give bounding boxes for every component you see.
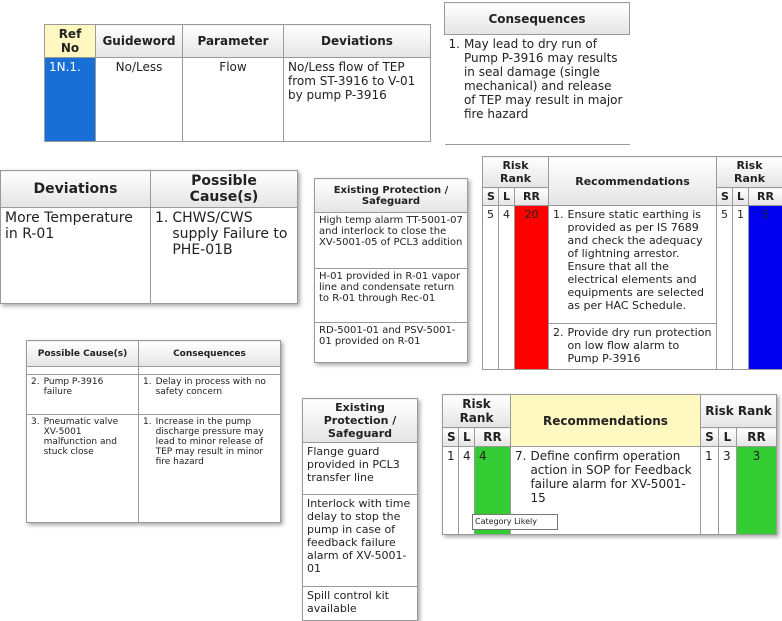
l-header: L xyxy=(499,188,515,206)
s-header: S xyxy=(443,428,459,447)
safeguard-item: Flange guard provided in PCL3 transfer line xyxy=(303,443,418,495)
safeguard-item: RD-5001-01 and PSV-5001-01 provided on R-01 xyxy=(315,323,468,363)
ref-no-cell: 1N.1. xyxy=(45,58,96,142)
s-header: S xyxy=(483,188,499,206)
possible-causes-header: Possible Cause(s) xyxy=(151,171,298,208)
likelihood-cell: 4 xyxy=(459,447,475,535)
risk-rating-cell: 5 xyxy=(749,206,782,370)
severity-cell: 5 xyxy=(483,206,499,370)
deviation-cell: No/Less flow of TEP from ST-3916 to V-01 by pump P-3916 xyxy=(284,58,431,142)
possible-causes-header: Possible Cause(s) xyxy=(27,341,139,367)
recommendation-cell: 1. Ensure static earthing is provided as per IS 7689 and check the adequacy of lightning arrestor. Ensure that all the electrical elements and equipments are selected as per HAC Schedule. xyxy=(549,206,717,324)
consequences-fragment xyxy=(444,2,630,145)
likelihood-cell: 1 xyxy=(733,206,749,370)
severity-cell: 5 xyxy=(717,206,733,370)
l-header: L xyxy=(719,428,737,447)
cause-consequence-fragment xyxy=(26,340,281,523)
risk-rank-header: Risk Rank xyxy=(483,157,549,188)
recommendations-header: Recommendations xyxy=(549,157,717,206)
safeguard-item: H-01 provided in R-01 vapor line and condensate return to R-01 through Rec-01 xyxy=(315,269,468,323)
s-header: S xyxy=(717,188,733,206)
rr-header: RR xyxy=(749,188,782,206)
risk-rank-header: Risk Rank xyxy=(443,395,511,428)
recommendation-cell: 2. Provide dry run protection on low flow alarm to Pump P-3916 xyxy=(549,324,717,370)
consequences-header: Consequences xyxy=(139,341,281,367)
risk-rating-cell: 3 xyxy=(737,447,777,535)
safeguard-item: High temp alarm TT-5001-07 and interlock to close the XV-5001-05 of PCL3 addition xyxy=(315,213,468,269)
parameter-header: Parameter xyxy=(183,25,284,58)
safeguard-header: Existing Protection / Safeguard xyxy=(315,179,468,213)
safeguard-item: Interlock with time delay to stop the pump in case of feedback failure alarm of XV-5001-01 xyxy=(303,495,418,587)
deviation-cause-fragment xyxy=(0,170,298,304)
severity-cell: 1 xyxy=(701,447,719,535)
cause-cell: 1. CHWS/CWS supply Failure to PHE-01B xyxy=(151,208,298,304)
consequence-cell: 1. Delay in process with no safety concern xyxy=(139,375,281,415)
safeguard-fragment xyxy=(314,178,468,363)
likelihood-cell: 3 xyxy=(719,447,737,535)
deviations-header: Deviations xyxy=(1,171,151,208)
guideword-cell: No/Less xyxy=(96,58,183,142)
rr-header: RR xyxy=(475,428,511,447)
risk-rank-header: Risk Rank xyxy=(717,157,782,188)
consequence-item: 1. May lead to dry run of Pump P-3916 may results in seal damage (single mechanical) and release of TEP may result in major fire hazard xyxy=(449,37,626,121)
consequences-header: Consequences xyxy=(445,3,630,35)
ref-no-header: Ref No xyxy=(45,25,96,58)
deviation-cell: More Temperature in R-01 xyxy=(1,208,151,304)
s-header: S xyxy=(701,428,719,447)
risk-recommendations-fragment xyxy=(482,156,782,370)
risk-rank-header: Risk Rank xyxy=(701,395,777,428)
deviations-header: Deviations xyxy=(284,25,431,58)
guideword-header: Guideword xyxy=(96,25,183,58)
rr-header: RR xyxy=(737,428,777,447)
parameter-cell: Flow xyxy=(183,58,284,142)
consequence-cell: 1. Increase in the pump discharge pressure may lead to minor release of TEP may result in minor fire hazard xyxy=(139,415,281,523)
cause-cell: 3. Pneumatic valve XV-5001 malfunction and stuck close xyxy=(27,415,139,523)
severity-cell: 1 xyxy=(443,447,459,535)
cause-cell: 2. Pump P-3916 failure xyxy=(27,375,139,415)
recommendation-cell: 7. Define confirm operation action in SOP for Feedback failure alarm for XV-5001-15 xyxy=(511,447,701,535)
safeguard-item: Spill control kit available xyxy=(303,587,418,621)
recommendations-header: Recommendations xyxy=(511,395,701,447)
likelihood-cell: 4 xyxy=(499,206,515,370)
hazop-fragment-flow xyxy=(44,24,431,142)
category-tooltip: Category Likely xyxy=(472,514,558,530)
l-header: L xyxy=(459,428,475,447)
risk-rating-cell: 4 xyxy=(475,447,511,535)
safeguard-fragment-lower xyxy=(302,398,418,621)
consequence-cell xyxy=(445,35,630,145)
l-header: L xyxy=(733,188,749,206)
rr-header: RR xyxy=(515,188,549,206)
safeguard-header: Existing Protection / Safeguard xyxy=(303,399,418,443)
risk-rating-cell: 20 xyxy=(515,206,549,370)
